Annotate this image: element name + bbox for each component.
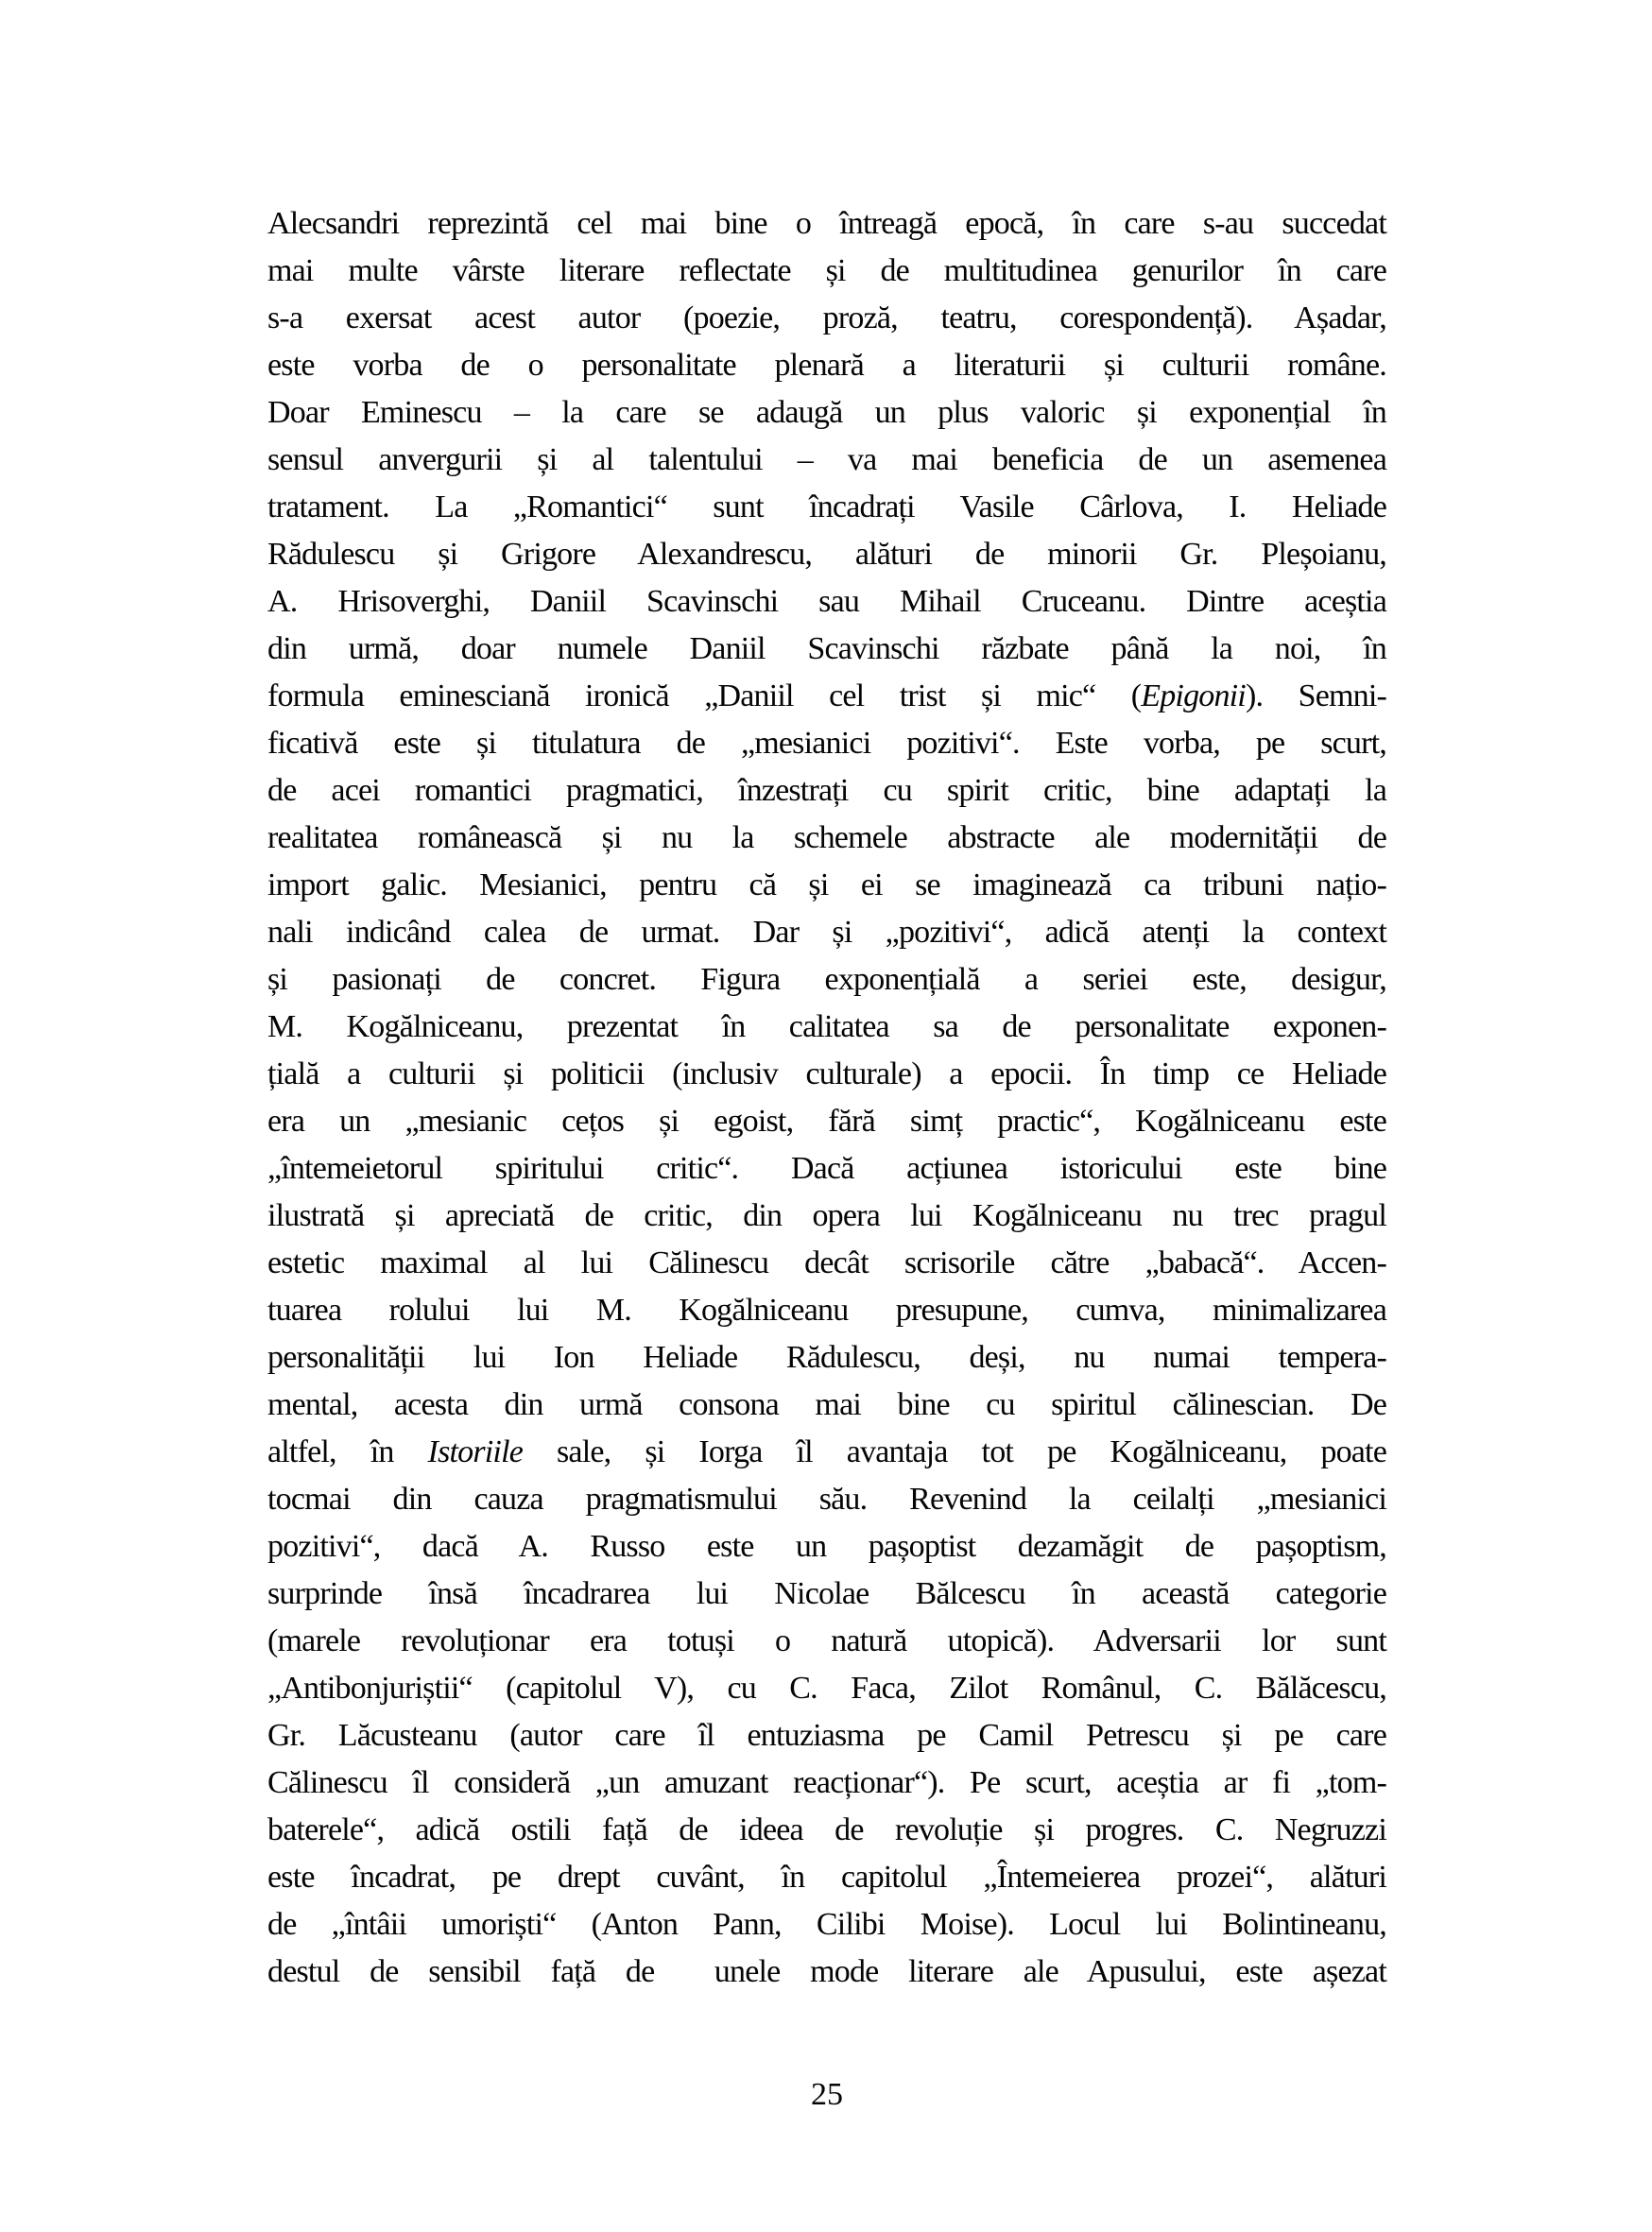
text-line [267,720,1386,767]
text-line [267,1854,1386,1901]
text-segment: sensul anvergurii și al talentului – va mai beneficia de un asemenea [267,442,1386,477]
text-segment: import galic. Mesianici, pentru că și ei se imaginează ca tribuni națio- [267,867,1386,902]
text-line [267,626,1386,673]
text-line [267,1334,1386,1382]
text-segment: Rădulescu și Grigore Alexandrescu, alături de minorii Gr. Pleșoianu, [267,537,1386,572]
text-segment: este încadrat, pe drept cuvânt, în capitolul „Întemeierea prozei“, alături [267,1860,1386,1895]
text-line [267,578,1386,626]
text-segment: realitatea românească și nu la schemele abstracte ale modernității de [267,820,1386,855]
text-segment: A. Hrisoverghi, Daniil Scavinschi sau Mihail Cruceanu. Dintre aceștia [267,584,1386,619]
text-line [267,200,1386,248]
text-line [267,389,1386,437]
text-line [267,815,1386,862]
text-line [267,437,1386,484]
text-line [267,1051,1386,1098]
text-line [267,1901,1386,1949]
text-line [267,295,1386,342]
text-segment: ). Semni- [1245,678,1386,713]
text-line [267,1618,1386,1665]
text-line [267,1429,1386,1476]
text-line [267,484,1386,531]
text-line [267,248,1386,295]
text-segment: nali indicând calea de urmat. Dar și „pozitivi“, adică atenți la context [267,915,1386,950]
text-segment: Doar Eminescu – la care se adaugă un plus valoric și exponențial în [267,395,1386,430]
text-line [267,1476,1386,1523]
text-line [267,1145,1386,1193]
text-segment: estetic maximal al lui Călinescu decât scrisorile către „babacă“. Accen- [267,1245,1386,1280]
text-segment: ilustrată și apreciată de critic, din opera lui Kogălniceanu nu trec pragul [267,1198,1386,1233]
text-segment: (marele revoluționar era totuși o natură utopică). Adversarii lor sunt [267,1623,1386,1658]
text-segment: și pasionați de concret. Figura exponențială a seriei este, desigur, [267,962,1386,997]
text-segment: s-a exersat acest autor (poezie, proză, teatru, corespondență). Așadar, [267,300,1386,335]
text-segment: „întemeietorul spiritului critic“. Dacă acțiunea istoricului este bine [267,1151,1386,1186]
text-segment: destul de sensibil față de unele mode literare ale Apusului, este așezat [267,1954,1386,1989]
text-segment: din urmă, doar numele Daniil Scavinschi răzbate până la noi, în [267,631,1386,666]
text-line [267,1098,1386,1145]
text-segment: altfel, în [267,1434,428,1469]
text-line [267,1665,1386,1712]
text-segment: tuarea rolului lui M. Kogălniceanu presupune, cumva, minimalizarea [267,1293,1386,1328]
text-segment: tocmai din cauza pragmatismului său. Revenind la ceilalți „mesianici [267,1482,1386,1517]
text-segment: Gr. Lăcusteanu (autor care îl entuziasma pe Camil Petrescu și pe care [267,1718,1386,1753]
text-line [267,767,1386,815]
text-segment: este vorba de o personalitate plenară a literaturii și culturii române. [267,348,1386,383]
text-segment: Alecsandri reprezintă cel mai bine o întreagă epocă, în care s-au succedat [267,206,1386,241]
text-line [267,531,1386,578]
text-line [267,1712,1386,1760]
text-line [267,1193,1386,1240]
text-segment: personalității lui Ion Heliade Rădulescu, deși, nu numai tempera- [267,1340,1386,1375]
text-segment: surprinde însă încadrarea lui Nicolae Bălcescu în această categorie [267,1576,1386,1611]
text-segment: de acei romantici pragmatici, înzestrați cu spirit critic, bine adaptați la [267,773,1386,808]
text-line [267,956,1386,1004]
page-number: 25 [811,2077,843,2112]
text-segment: de „întâii umoriști“ (Anton Pann, Cilibi Moise). Locul lui Bolintineanu, [267,1907,1386,1942]
text-line [267,1004,1386,1051]
text-segment: tratament. La „Romantici“ sunt încadrați Vasile Cârlova, I. Heliade [267,489,1386,524]
text-segment: ficativă este și titulatura de „mesianici pozitivi“. Este vorba, pe scurt, [267,726,1386,761]
italic-text-segment: Istoriile [427,1434,524,1469]
text-line [267,1240,1386,1287]
text-segment: formula eminesciană ironică „Daniil cel trist și mic“ ( [267,678,1142,713]
text-line [267,1523,1386,1571]
text-line [267,1382,1386,1429]
text-line [267,1571,1386,1618]
text-line [267,1760,1386,1807]
text-line [267,1949,1386,1996]
text-segment: Călinescu îl consideră „un amuzant reacționar“). Pe scurt, aceștia ar fi „tom- [267,1765,1386,1800]
text-line [267,342,1386,389]
text-segment: sale, și Iorga îl avantaja tot pe Kogălniceanu, poate [523,1434,1386,1469]
text-block [267,200,1386,1996]
text-segment: pozitivi“, dacă A. Russo este un pașoptist dezamăgit de pașoptism, [267,1529,1386,1564]
text-line [267,1287,1386,1334]
text-segment: „Antibonjuriștii“ (capitolul V), cu C. Faca, Zilot Românul, C. Bălăcescu, [267,1671,1386,1706]
text-line [267,909,1386,956]
text-line [267,1807,1386,1854]
text-segment: era un „mesianic cețos și egoist, fără simț practic“, Kogălniceanu este [267,1104,1386,1139]
text-segment: mental, acesta din urmă consona mai bine cu spiritul călinescian. De [267,1387,1386,1422]
text-segment: M. Kogălniceanu, prezentat în calitatea sa de personalitate exponen- [267,1009,1386,1044]
italic-text-segment: Epigonii [1141,678,1246,713]
text-segment: țială a culturii și politicii (inclusiv culturale) a epocii. În timp ce Heliade [267,1056,1386,1091]
text-segment: baterele“, adică ostili față de ideea de revoluție și progres. C. Negruzzi [267,1812,1386,1847]
text-segment: mai multe vârste literare reflectate și de multitudinea genurilor în care [267,253,1386,288]
text-line [267,673,1386,720]
text-line [267,862,1386,909]
